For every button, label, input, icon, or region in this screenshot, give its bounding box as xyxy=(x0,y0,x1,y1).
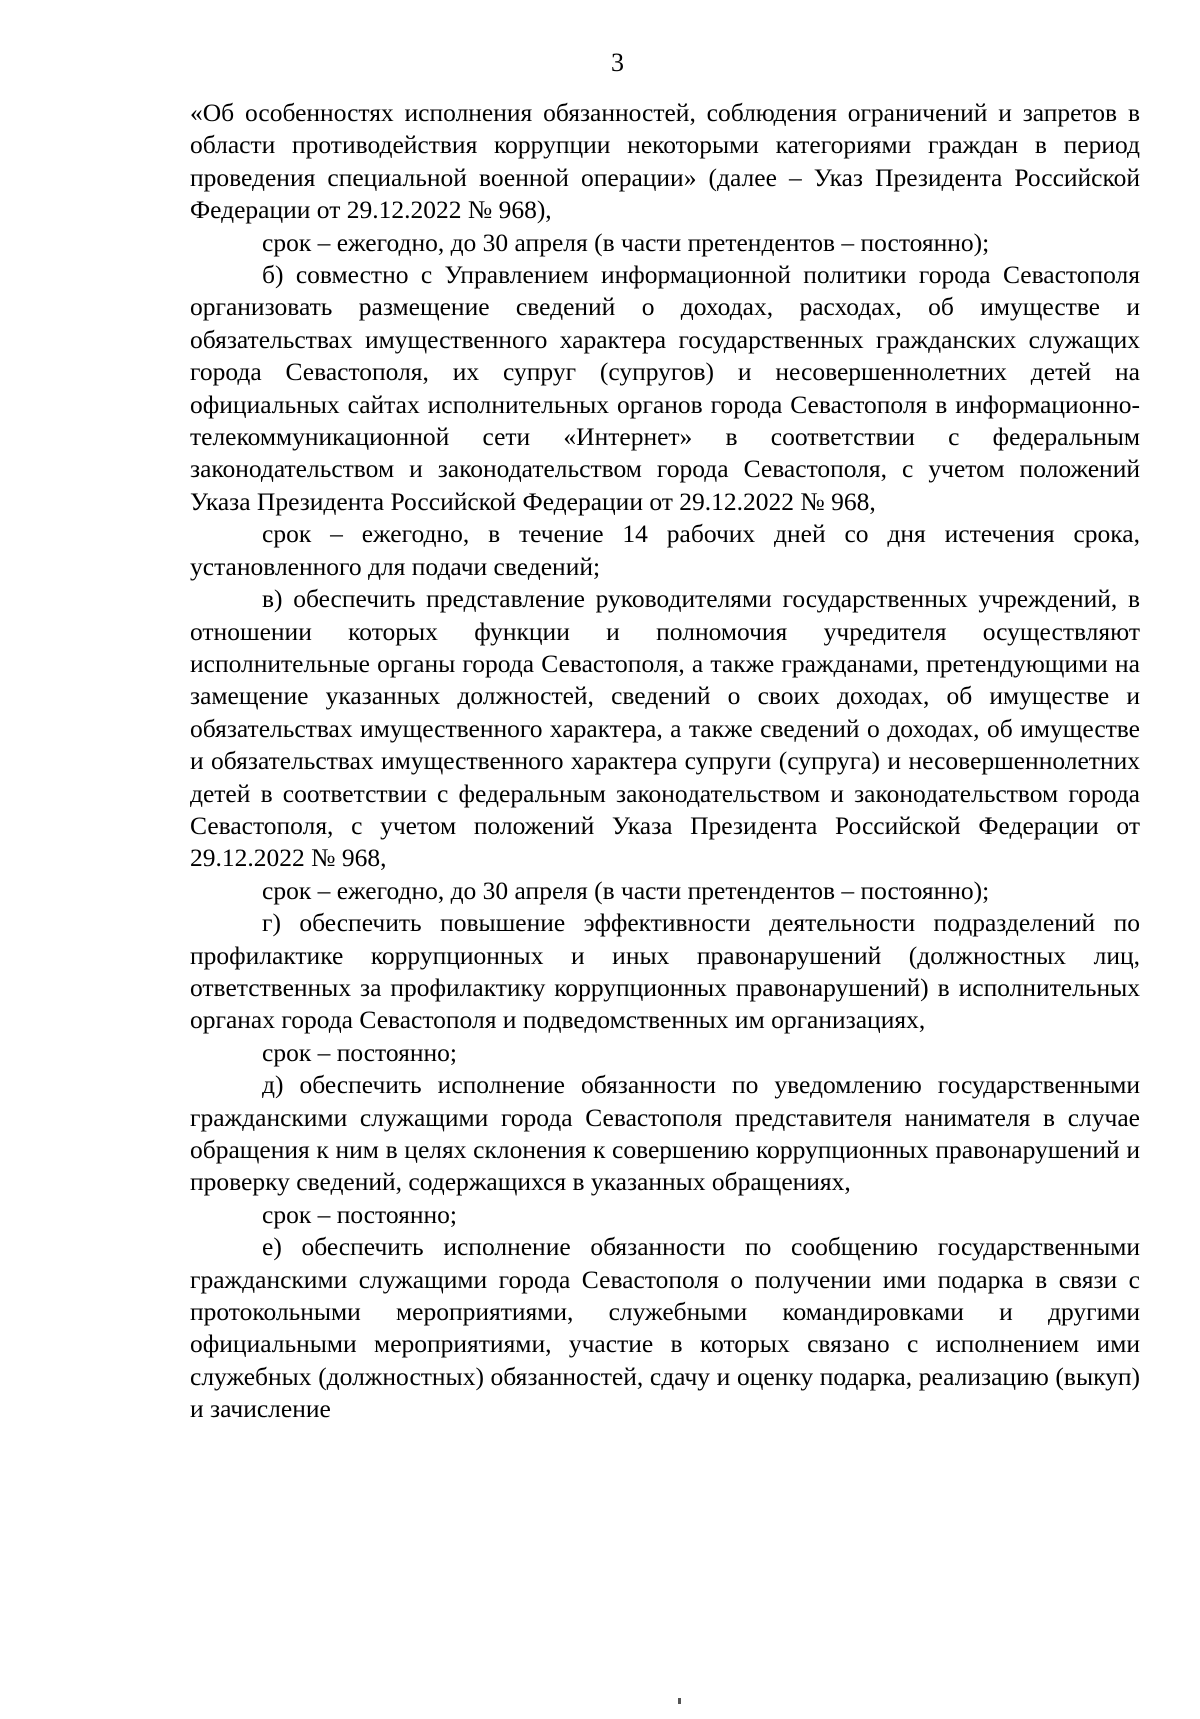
document-body xyxy=(190,97,1140,1426)
paragraph-item-e: е) обеспечить исполнение обязанности по сообщению государственными гражданскими служащими города Севастополя о получении ими подарка в связи с протокольными мероприятиями, служебными командировками и другими официальными мероприятиями, участие в которых связано с исполнением ими служебных (должностных) обязанностей, сдачу и оценку подарка, реализацию (выкуп) и зачисление xyxy=(190,1232,1140,1424)
paragraph-deadline: срок – ежегодно, в течение 14 рабочих дней со дня истечения срока, установленного для подачи сведений; xyxy=(190,519,1140,581)
paragraph-decree-reference: «Об особенностях исполнения обязанностей, соблюдения ограничений и запретов в области противодействия коррупции некоторыми категориями граждан в период проведения специальной военной операции» (далее – Указ Президента Российской Федерации от 29.12.2022 № 968), xyxy=(190,98,1140,225)
paragraph-deadline: срок – постоянно; xyxy=(262,1037,457,1067)
paragraph-deadline: срок – постоянно; xyxy=(262,1199,457,1229)
paragraph-deadline: срок – ежегодно, до 30 апреля (в части претендентов – постоянно); xyxy=(262,875,990,905)
paragraph-deadline: срок – ежегодно, до 30 апреля (в части претендентов – постоянно); xyxy=(262,227,990,257)
paragraph-item-b: б) совместно с Управлением информационной политики города Севастополя организовать размещение сведений о доходах, расходах, об имуществе и обязательствах имущественного характера государственных гражданских служащих города Севастополя, их супруг (супругов) и несовершеннолетних детей на официальных сайтах исполнительных органов города Севастополя в информационно-телекоммуникационной сети «Интернет» в соответствии с федеральным законодательством и законодательством города Севастополя, с учетом положений Указа Президента Российской Федерации от 29.12.2022 № 968, xyxy=(190,260,1140,516)
paragraph-item-v: в) обеспечить представление руководителями государственных учреждений, в отношении которых функции и полномочия учредителя осуществляют исполнительные органы города Севастополя, а также гражданами, претендующими на замещение указанных должностей, сведений о своих доходах, об имуществе и обязательствах имущественного характера, а также сведений о доходах, об имуществе и обязательствах имущественного характера супруги (супруга) и несовершеннолетних детей в соответствии с федеральным законодательством и законодательством города Севастополя, с учетом положений Указа Президента Российской Федерации от 29.12.2022 № 968, xyxy=(190,584,1140,873)
page-number: 3 xyxy=(611,48,624,77)
paragraph-item-d: д) обеспечить исполнение обязанности по уведомлению государственными гражданскими служащими города Севастополя представителя нанимателя в случае обращения к ним в целях склонения к совершению коррупционных правонарушений и проверку сведений, содержащихся в указанных обращениях, xyxy=(190,1070,1140,1197)
paragraph-item-g: г) обеспечить повышение эффективности деятельности подразделений по профилактике коррупционных и иных правонарушений (должностных лиц, ответственных за профилактику коррупционных правонарушений) в исполнительных органах города Севастополя и подведомственных им организациях, xyxy=(190,908,1140,1035)
scan-mark xyxy=(678,1698,681,1704)
